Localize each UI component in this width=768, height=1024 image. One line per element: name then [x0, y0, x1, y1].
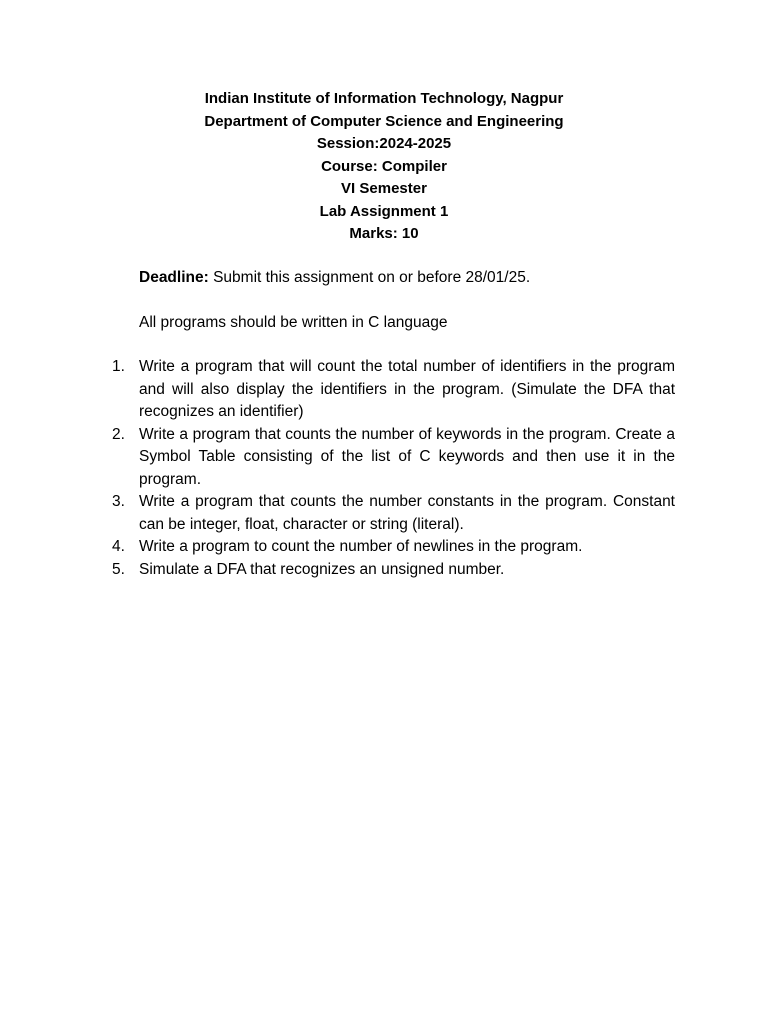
list-item [112, 559, 675, 582]
list-item [112, 356, 675, 424]
course-line: Course: Compiler [321, 157, 447, 175]
task-text: Simulate a DFA that recognizes an unsigned number. [139, 560, 505, 578]
assignment-title: Lab Assignment 1 [319, 202, 449, 220]
deadline-label: Deadline: [139, 269, 209, 286]
institute-name: Indian Institute of Information Technology, Nagpur [204, 90, 564, 107]
task-text: Write a program that counts the number of keywords in the program. Create a Symbol Table consisting of the list of C keywords and then use it in the program. [139, 425, 675, 488]
deadline-text: Submit this assignment on or before 28/01/25. [208, 269, 531, 286]
document-header [0, 88, 768, 246]
task-number: 1. [112, 358, 125, 375]
list-item [112, 536, 675, 559]
session-line: Session:2024-2025 [316, 135, 452, 152]
list-item [112, 424, 675, 492]
marks-line: Marks: 10 [349, 225, 419, 242]
semester-line: VI Semester [341, 180, 427, 197]
task-number: 4. [112, 538, 125, 555]
task-number: 2. [112, 425, 125, 443]
task-text: Write a program to count the number of newlines in the program. [139, 538, 583, 555]
task-text: Write a program that will count the total number of identifiers in the program and will also display the identifiers in the program. (Simulate the DFA that recognizes an identifier) [139, 358, 675, 420]
task-number: 3. [112, 493, 125, 510]
department-name: Department of Computer Science and Engineering [204, 112, 564, 130]
task-list [112, 356, 675, 581]
task-text: Write a program that counts the number constants in the program. Constant can be integer, float, character or string (literal). [139, 493, 675, 533]
list-item [112, 491, 675, 536]
task-number: 5. [112, 560, 125, 578]
deadline-line [139, 267, 530, 289]
intro-text: All programs should be written in C language [139, 314, 448, 331]
